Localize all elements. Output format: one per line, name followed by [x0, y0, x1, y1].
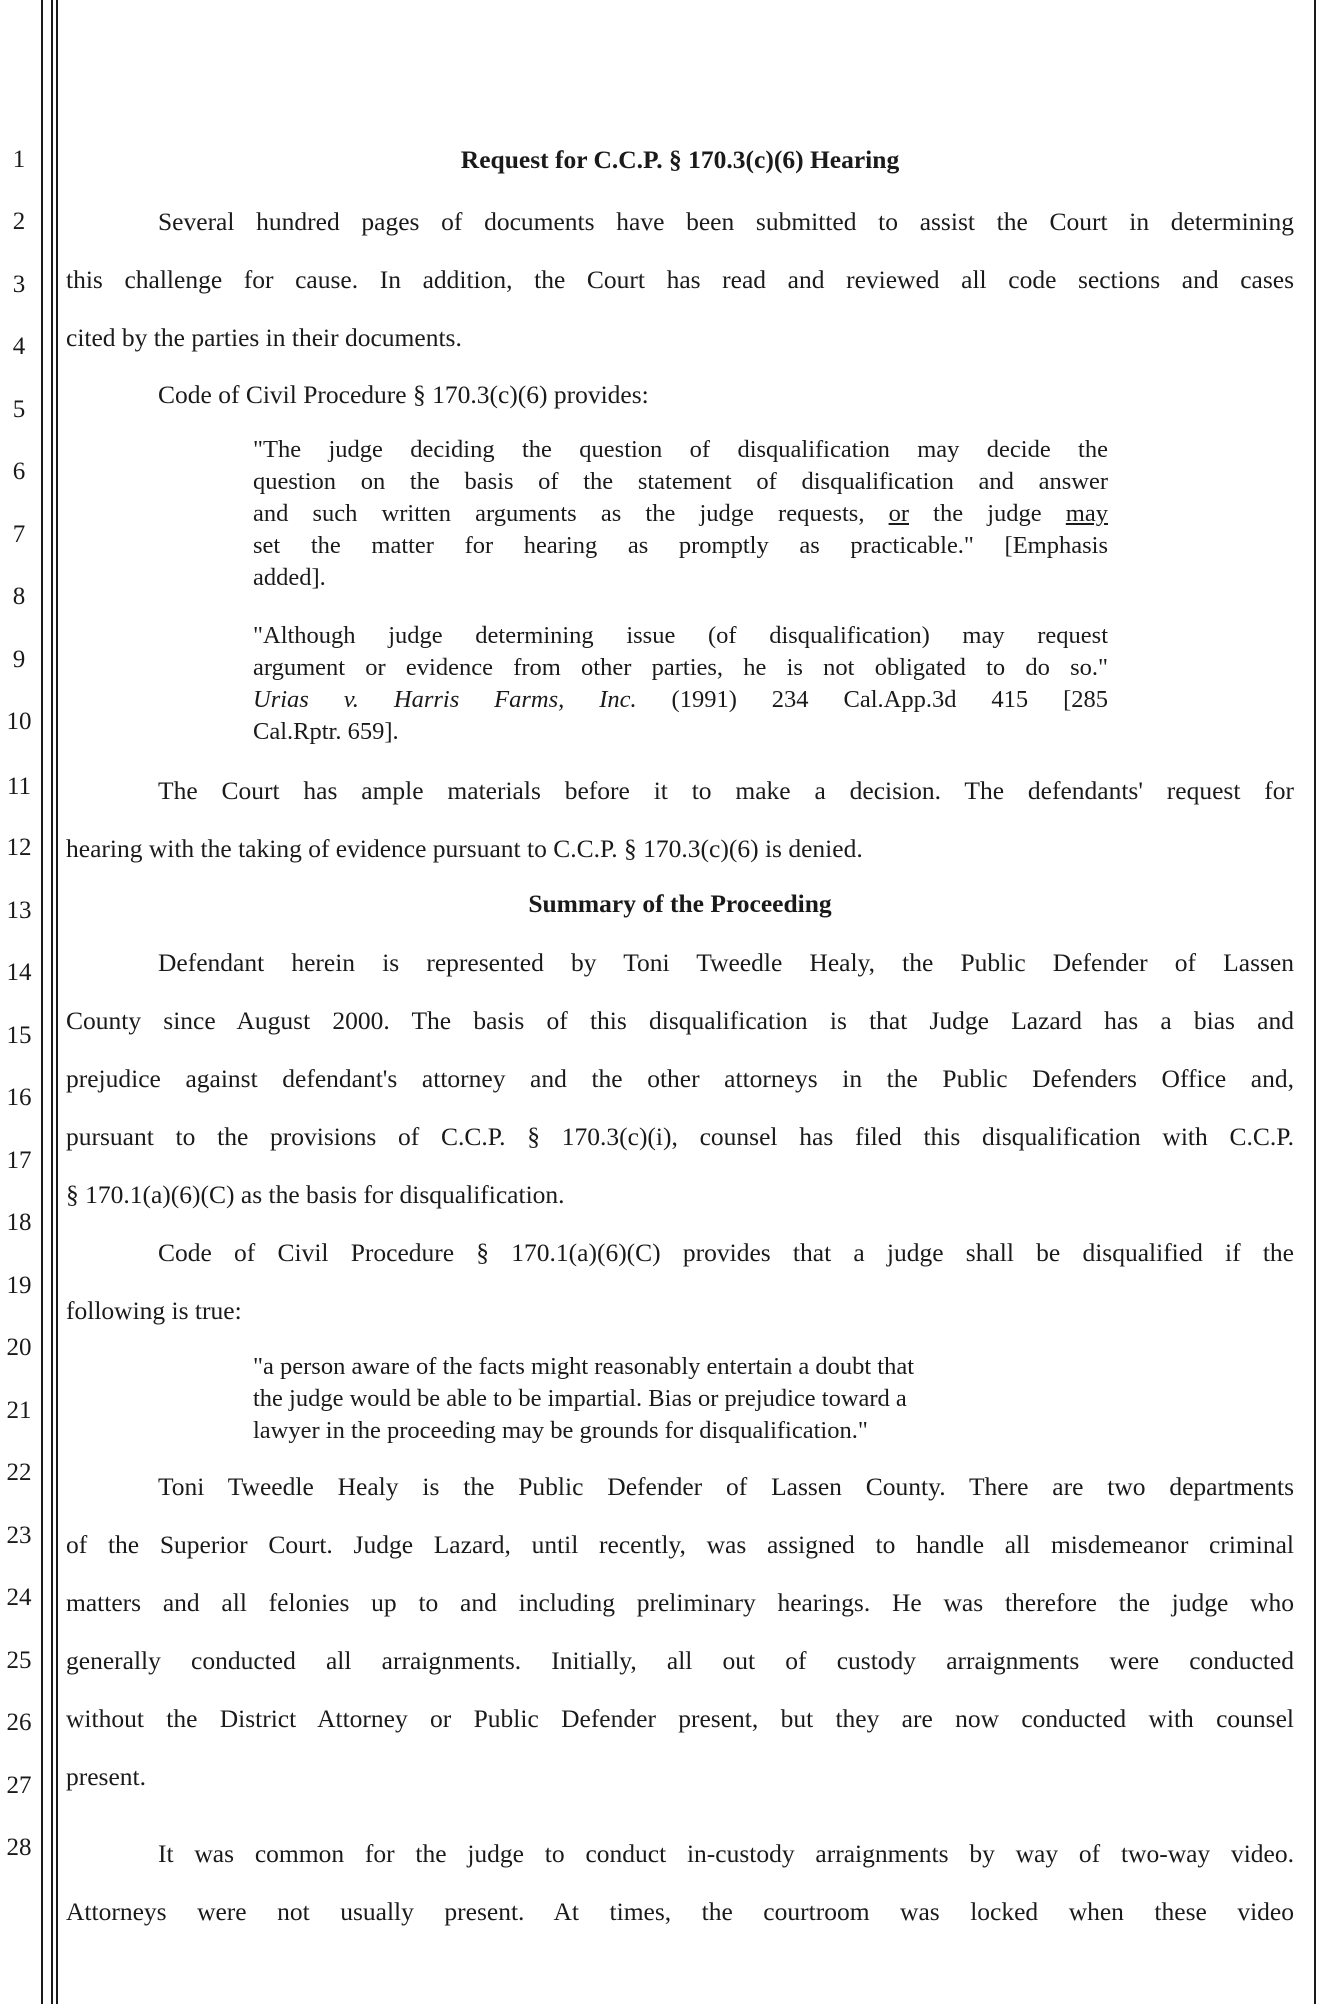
- line-number: 9: [12, 646, 26, 673]
- line-number: 12: [6, 834, 32, 861]
- body-text: pursuant to the provisions of C.C.P. § 170.3(c)(i), counsel has filed this disqualification with C.C.P.: [66, 1122, 1294, 1151]
- quote-text: argument or evidence from other parties, he is not obligated to do so.": [253, 654, 1108, 681]
- body-text: hearing with the taking of evidence pursuant to C.C.P. § 170.3(c)(6) is denied.: [66, 834, 863, 863]
- line-number: 26: [6, 1709, 32, 1736]
- line-number: 19: [6, 1272, 32, 1299]
- body-text: matters and all felonies up to and including preliminary hearings. He was therefore the judge who: [66, 1588, 1294, 1617]
- body-text: cited by the parties in their documents.: [66, 323, 462, 352]
- quote-text: (1991) 234 Cal.App.3d 415 [285: [636, 686, 1108, 713]
- emphasis-underline: may: [1065, 500, 1108, 527]
- body-text: Code of Civil Procedure § 170.1(a)(6)(C) provides that a judge shall be disqualified if the: [158, 1238, 1294, 1267]
- margin-rule-right: [1314, 0, 1316, 2004]
- line-number: 11: [6, 773, 32, 800]
- body-text: of the Superior Court. Judge Lazard, until recently, was assigned to handle all misdemeanor criminal: [66, 1530, 1294, 1559]
- quote-text: question on the basis of the statement of disqualification and answer: [253, 468, 1108, 495]
- line-number: 15: [6, 1022, 32, 1049]
- line-number: 6: [12, 458, 26, 485]
- body-text: Toni Tweedle Healy is the Public Defender of Lassen County. There are two departments: [158, 1472, 1294, 1501]
- body-text: It was common for the judge to conduct in-custody arraignments by way of two-way video.: [158, 1839, 1294, 1868]
- margin-rule-left-middle: [51, 0, 53, 2004]
- line-number: 3: [12, 271, 26, 298]
- margin-rule-left-outer: [41, 0, 43, 2004]
- line-number: 27: [6, 1772, 32, 1799]
- body-text: following is true:: [66, 1296, 242, 1325]
- quote-text: Cal.Rptr. 659].: [253, 718, 399, 745]
- body-text: Several hundred pages of documents have been submitted to assist the Court in determining: [158, 207, 1294, 236]
- emphasis-underline: or: [888, 500, 910, 527]
- body-text: Attorneys were not usually present. At times, the courtroom was locked when these video: [66, 1897, 1294, 1926]
- body-text: this challenge for cause. In addition, the Court has read and reviewed all code sections and cases: [66, 265, 1294, 294]
- case-citation: Urias v. Harris Farms, Inc.: [253, 686, 637, 713]
- body-text: without the District Attorney or Public Defender present, but they are now conducted with counsel: [66, 1704, 1294, 1733]
- line-number: 10: [6, 708, 32, 735]
- line-number: 23: [6, 1522, 32, 1549]
- quote-line: [253, 684, 1108, 716]
- body-text: Code of Civil Procedure § 170.3(c)(6) provides:: [158, 380, 649, 409]
- body-text: prejudice against defendant's attorney and the other attorneys in the Public Defenders Office and,: [66, 1064, 1294, 1093]
- quote-text: the judge: [909, 500, 1066, 527]
- line-number: 4: [12, 333, 26, 360]
- body-text: present.: [66, 1762, 147, 1791]
- line-number: 2: [12, 208, 26, 235]
- quote-text: "The judge deciding the question of disqualification may decide the: [253, 436, 1108, 463]
- quote-line: [253, 498, 1108, 530]
- body-text: generally conducted all arraignments. Initially, all out of custody arraignments were conducted: [66, 1646, 1294, 1675]
- line-number: 17: [6, 1147, 32, 1174]
- quote-text: added].: [253, 564, 326, 591]
- line-number: 8: [12, 583, 26, 610]
- body-text: § 170.1(a)(6)(C) as the basis for disqualification.: [66, 1180, 565, 1209]
- quote-text: lawyer in the proceeding may be grounds for disqualification.": [253, 1417, 868, 1444]
- margin-rule-left-inner: [56, 0, 58, 2004]
- line-number: 5: [12, 396, 26, 423]
- line-number: 13: [6, 897, 32, 924]
- section-heading: Summary of the Proceeding: [528, 889, 832, 918]
- body-text: The Court has ample materials before it to make a decision. The defendants' request for: [158, 776, 1294, 805]
- line-number: 7: [12, 521, 26, 548]
- quote-text: "a person aware of the facts might reasonably entertain a doubt that: [253, 1353, 915, 1380]
- body-text: Defendant herein is represented by Toni Tweedle Healy, the Public Defender of Lassen: [158, 948, 1294, 977]
- line-number: 20: [6, 1334, 32, 1361]
- body-text: County since August 2000. The basis of this disqualification is that Judge Lazard has a bias and: [66, 1006, 1294, 1035]
- quote-text: the judge would be able to be impartial. Bias or prejudice toward a: [253, 1385, 907, 1412]
- line-number: 25: [6, 1647, 32, 1674]
- line-number: 14: [6, 959, 32, 986]
- line-number: 1: [12, 146, 26, 173]
- quote-text: and such written arguments as the judge requests,: [253, 500, 889, 527]
- quote-text: "Although judge determining issue (of disqualification) may request: [253, 622, 1108, 649]
- line-number: 16: [6, 1084, 32, 1111]
- line-number: 24: [6, 1584, 32, 1611]
- section-heading: Request for C.C.P. § 170.3(c)(6) Hearing: [460, 145, 900, 174]
- line-number: 21: [6, 1397, 32, 1424]
- quote-text: set the matter for hearing as promptly as practicable." [Emphasis: [253, 532, 1108, 559]
- line-number: 18: [6, 1209, 32, 1236]
- line-number: 22: [6, 1459, 32, 1486]
- line-number: 28: [6, 1834, 32, 1861]
